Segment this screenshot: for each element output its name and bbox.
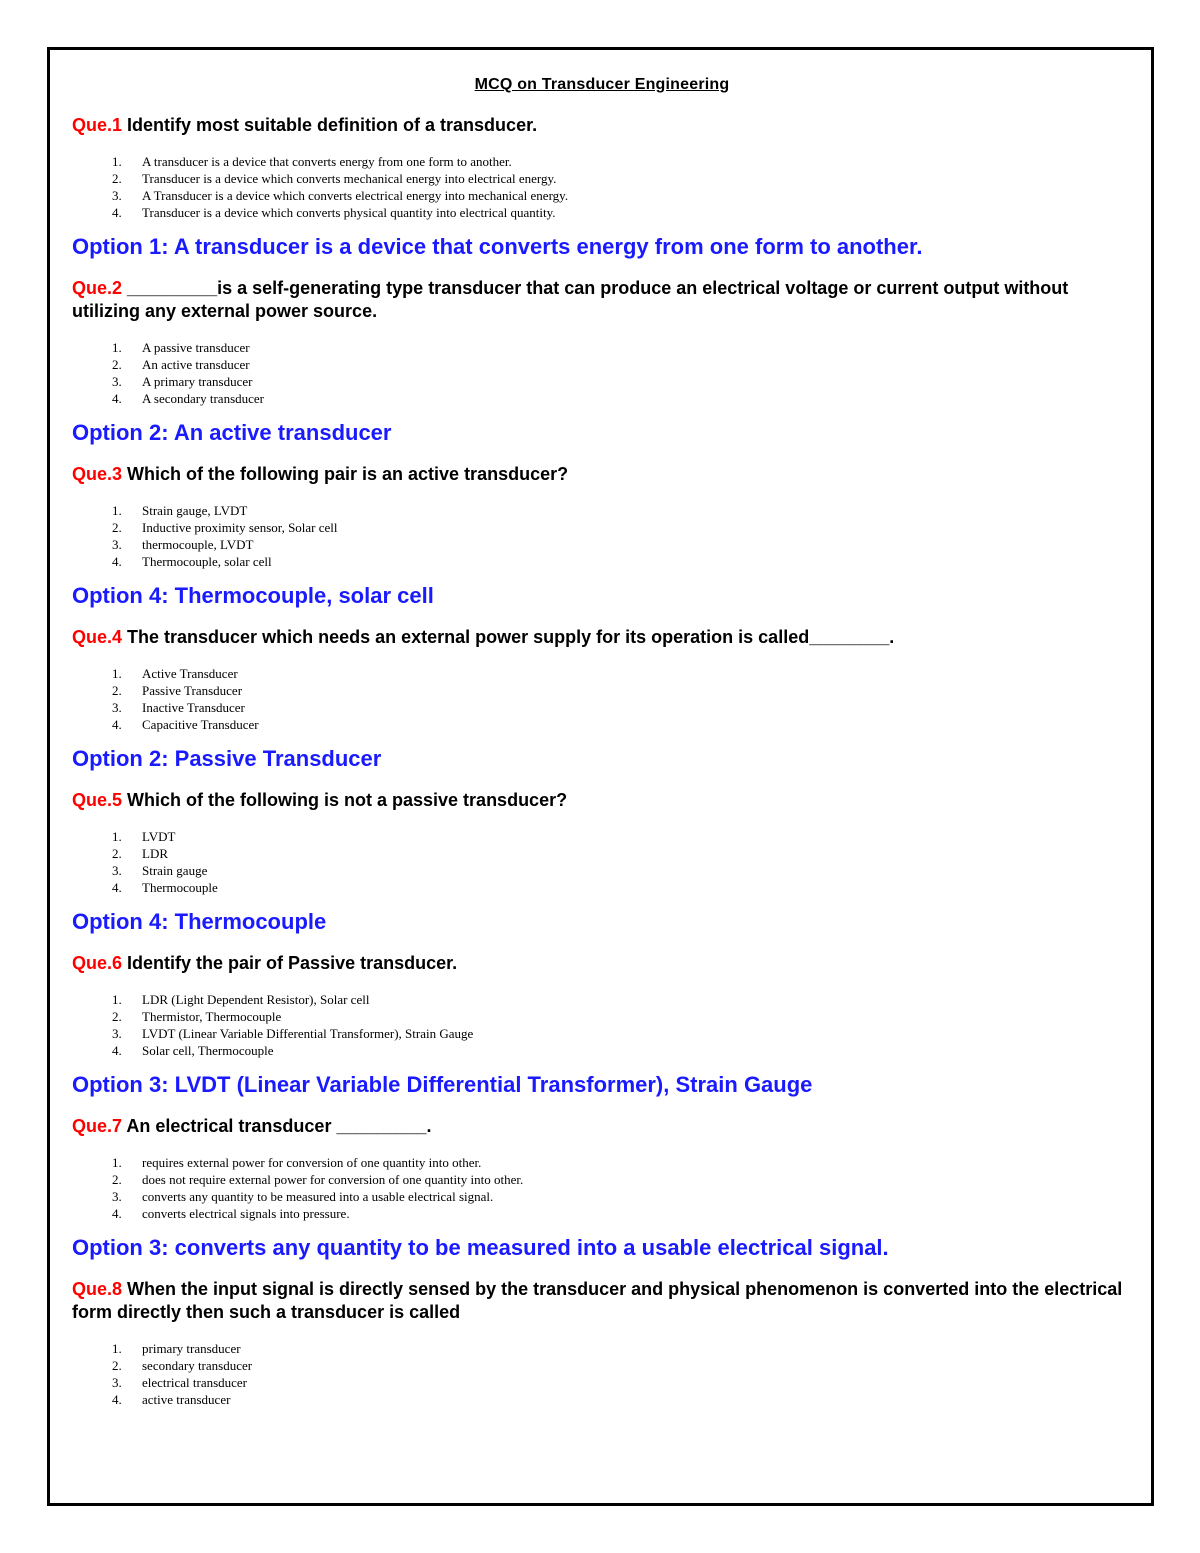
- option-item: [72, 862, 1132, 879]
- option-text: A secondary transducer: [142, 391, 265, 406]
- question-text: [72, 114, 1132, 137]
- option-text: Capacitive Transducer: [142, 717, 259, 732]
- option-item: [72, 390, 1132, 407]
- option-number: 2.: [112, 357, 122, 372]
- question-block: [72, 1278, 1132, 1408]
- option-text: Thermocouple: [142, 880, 218, 895]
- option-item: [72, 1391, 1132, 1408]
- option-number: 2.: [112, 1009, 122, 1024]
- question-block: [72, 1115, 1132, 1261]
- question-block: [72, 952, 1132, 1098]
- option-number: 1.: [112, 992, 122, 1007]
- question-number: Que.6: [72, 953, 123, 973]
- question-number: Que.3: [72, 464, 123, 484]
- option-number: 3.: [112, 188, 122, 203]
- option-number: 3.: [112, 700, 122, 715]
- option-number: 3.: [112, 1189, 122, 1204]
- option-item: [72, 339, 1132, 356]
- question-text: [72, 952, 1132, 975]
- option-number: 3.: [112, 537, 122, 552]
- question-text: [72, 626, 1132, 649]
- option-text: converts any quantity to be measured into a usable electrical signal.: [142, 1189, 494, 1204]
- option-text: electrical transducer: [142, 1375, 248, 1390]
- option-text: LVDT: [142, 829, 176, 844]
- option-item: [72, 204, 1132, 221]
- option-item: [72, 665, 1132, 682]
- option-number: 4.: [112, 391, 122, 406]
- question-body: Which of the following pair is an active transducer?: [122, 464, 569, 484]
- option-list: [72, 665, 1132, 733]
- question-body: An electrical transducer _________.: [122, 1116, 432, 1136]
- option-text: Active Transducer: [142, 666, 238, 681]
- question-number: Que.8: [72, 1279, 123, 1299]
- option-item: [72, 502, 1132, 519]
- option-list: [72, 339, 1132, 407]
- option-text: Solar cell, Thermocouple: [142, 1043, 274, 1058]
- option-list: [72, 1154, 1132, 1222]
- option-item: [72, 1374, 1132, 1391]
- answer-text: Option 3: converts any quantity to be measured into a usable electrical signal.: [72, 1235, 889, 1260]
- option-item: [72, 716, 1132, 733]
- option-text: LVDT (Linear Variable Differential Transformer), Strain Gauge: [142, 1026, 474, 1041]
- option-item: [72, 1008, 1132, 1025]
- question-body: The transducer which needs an external power supply for its operation is called________.: [122, 627, 895, 647]
- option-text: A Transducer is a device which converts electrical energy into mechanical energy.: [142, 188, 569, 203]
- option-text: Transducer is a device which converts mechanical energy into electrical energy.: [142, 171, 557, 186]
- option-text: Strain gauge, LVDT: [142, 503, 248, 518]
- option-item: [72, 1357, 1132, 1374]
- option-item: [72, 553, 1132, 570]
- option-item: [72, 699, 1132, 716]
- option-item: [72, 373, 1132, 390]
- question-number: Que.7: [72, 1116, 123, 1136]
- answer-text: Option 3: LVDT (Linear Variable Differential Transformer), Strain Gauge: [72, 1072, 813, 1097]
- option-item: [72, 153, 1132, 170]
- option-number: 4.: [112, 717, 122, 732]
- option-item: [72, 879, 1132, 896]
- option-text: Transducer is a device which converts physical quantity into electrical quantity.: [142, 205, 556, 220]
- option-text: secondary transducer: [142, 1358, 253, 1373]
- question-block: [72, 277, 1132, 446]
- question-block: [72, 463, 1132, 609]
- answer-text: Option 4: Thermocouple: [72, 909, 327, 934]
- answer-text: Option 2: Passive Transducer: [72, 746, 382, 771]
- option-number: 3.: [112, 374, 122, 389]
- option-number: 3.: [112, 1026, 122, 1041]
- option-item: [72, 845, 1132, 862]
- question-block: [72, 789, 1132, 935]
- option-text: primary transducer: [142, 1341, 241, 1356]
- option-text: converts electrical signals into pressure.: [142, 1206, 350, 1221]
- option-text: LDR: [142, 846, 168, 861]
- option-text: Passive Transducer: [142, 683, 243, 698]
- question-number: Que.2: [72, 278, 123, 298]
- option-item: [72, 1042, 1132, 1059]
- document-title: MCQ on Transducer Engineering: [474, 76, 730, 93]
- option-number: 1.: [112, 829, 122, 844]
- option-item: [72, 828, 1132, 845]
- option-number: 3.: [112, 1375, 122, 1390]
- option-item: [72, 1205, 1132, 1222]
- question-text: [72, 789, 1132, 812]
- option-number: 1.: [112, 1341, 122, 1356]
- option-number: 1.: [112, 503, 122, 518]
- option-item: [72, 682, 1132, 699]
- option-item: [72, 519, 1132, 536]
- option-item: [72, 170, 1132, 187]
- option-number: 2.: [112, 1358, 122, 1373]
- question-body: Identify the pair of Passive transducer.: [122, 953, 458, 973]
- option-number: 4.: [112, 1043, 122, 1058]
- option-number: 4.: [112, 1392, 122, 1407]
- option-number: 4.: [112, 880, 122, 895]
- question-body: Which of the following is not a passive transducer?: [122, 790, 568, 810]
- option-item: [72, 1340, 1132, 1357]
- option-number: 3.: [112, 863, 122, 878]
- option-number: 2.: [112, 171, 122, 186]
- question-text: [72, 277, 1132, 323]
- option-item: [72, 1188, 1132, 1205]
- option-list: [72, 502, 1132, 570]
- option-item: [72, 536, 1132, 553]
- option-item: [72, 1171, 1132, 1188]
- option-text: thermocouple, LVDT: [142, 537, 254, 552]
- option-text: active transducer: [142, 1392, 231, 1407]
- option-number: 2.: [112, 520, 122, 535]
- question-text: [72, 1278, 1132, 1324]
- question-text: [72, 1115, 1132, 1138]
- option-list: [72, 828, 1132, 896]
- option-text: Inductive proximity sensor, Solar cell: [142, 520, 338, 535]
- option-number: 2.: [112, 683, 122, 698]
- option-text: Thermocouple, solar cell: [142, 554, 272, 569]
- page-border: [47, 47, 1154, 1506]
- option-text: does not require external power for conversion of one quantity into other.: [142, 1172, 524, 1187]
- option-number: 4.: [112, 554, 122, 569]
- question-number: Que.1: [72, 115, 123, 135]
- question-text: [72, 463, 1132, 486]
- option-item: [72, 991, 1132, 1008]
- option-text: Thermistor, Thermocouple: [142, 1009, 282, 1024]
- option-list: [72, 153, 1132, 221]
- option-number: 1.: [112, 154, 122, 169]
- option-number: 4.: [112, 205, 122, 220]
- document-content: [72, 76, 1132, 1408]
- option-list: [72, 991, 1132, 1059]
- option-item: [72, 1025, 1132, 1042]
- question-block: [72, 114, 1132, 260]
- question-body: When the input signal is directly sensed by the transducer and physical phenomenon is converted into the electrical form directly then such a transducer is called: [72, 1279, 1123, 1322]
- question-body: Identify most suitable definition of a transducer.: [122, 115, 538, 135]
- option-list: [72, 1340, 1132, 1408]
- option-text: A primary transducer: [142, 374, 253, 389]
- option-text: LDR (Light Dependent Resistor), Solar cell: [142, 992, 370, 1007]
- option-text: An active transducer: [142, 357, 250, 372]
- question-block: [72, 626, 1132, 772]
- option-number: 2.: [112, 1172, 122, 1187]
- option-item: [72, 1154, 1132, 1171]
- question-body: _________is a self-generating type transducer that can produce an electrical voltage or current output without utilizing any external power source.: [72, 278, 1069, 321]
- option-text: A transducer is a device that converts energy from one form to another.: [142, 154, 512, 169]
- answer-text: Option 4: Thermocouple, solar cell: [72, 583, 434, 608]
- option-text: requires external power for conversion of one quantity into other.: [142, 1155, 482, 1170]
- option-number: 1.: [112, 1155, 122, 1170]
- option-text: Inactive Transducer: [142, 700, 245, 715]
- question-number: Que.4: [72, 627, 123, 647]
- option-text: A passive transducer: [142, 340, 250, 355]
- option-number: 4.: [112, 1206, 122, 1221]
- option-text: Strain gauge: [142, 863, 208, 878]
- option-item: [72, 356, 1132, 373]
- option-number: 1.: [112, 666, 122, 681]
- option-number: 2.: [112, 846, 122, 861]
- answer-text: Option 1: A transducer is a device that converts energy from one form to another.: [72, 234, 923, 259]
- option-number: 1.: [112, 340, 122, 355]
- option-item: [72, 187, 1132, 204]
- question-number: Que.5: [72, 790, 123, 810]
- answer-text: Option 2: An active transducer: [72, 420, 392, 445]
